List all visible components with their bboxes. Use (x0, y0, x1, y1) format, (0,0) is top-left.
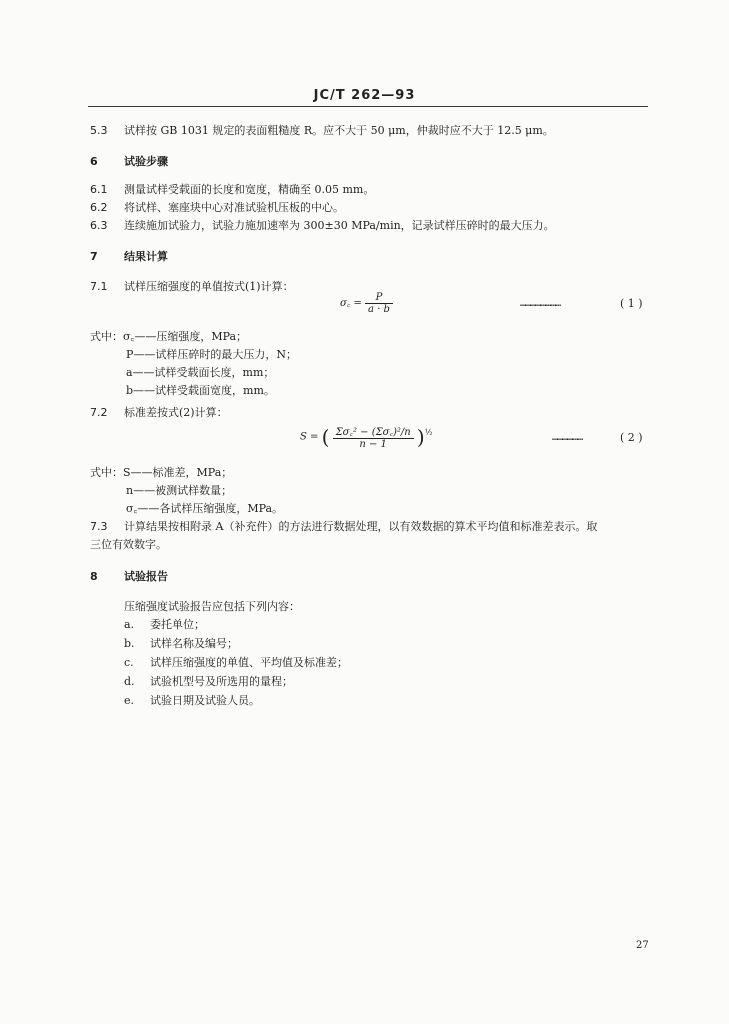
where-1-intro: 式中：σ꜀——压缩强度，MPa； (90, 330, 248, 343)
where-2-n: n——被测试样数量； (126, 484, 233, 497)
section-7-heading: 7 结果计算 (90, 250, 168, 263)
where-1-a: a——试样受载面长度，mm； (126, 366, 275, 379)
clause-7-3-continued: 三位有效数字。 (90, 538, 167, 551)
clause-5-3: 5.3 试样按 GB 1031 规定的表面粗糙度 R。应不大于 50 μm，仲裁时应不大于 12.5 μm。 (90, 124, 554, 137)
report-item: d. 试验机型号及所选用的量程； (124, 675, 293, 688)
standard-code-header: JC/T 262—93 (313, 88, 416, 103)
section-8-heading: 8 试验报告 (90, 570, 168, 583)
clause-6-3: 6.3 连续施加试验力，试验力施加速率为 300±30 MPa/min，记录试样压碎时的最大压力。 (90, 219, 555, 232)
report-item: e. 试验日期及试验人员。 (124, 694, 260, 707)
where-1-p: P——试样压碎时的最大压力，N； (126, 348, 298, 361)
header-rule (88, 106, 648, 107)
clause-7-1: 7.1 试样压缩强度的单值按式(1)计算： (90, 280, 294, 293)
clause-7-3: 7.3 计算结果按相附录 A（补充件）的方法进行数据处理，以有效数据的算术平均值和标准差表示。取 (90, 520, 598, 533)
where-1-b: b——试样受载面宽度，mm。 (126, 384, 275, 397)
section-6-heading: 6 试验步骤 (90, 155, 168, 168)
formula-2-fraction: $\frac{\text{Σσ꜀² − (Σσ꜀)²/n}}{n - 1}$ (333, 424, 414, 450)
clause-6-1: 6.1 测量试样受载面的长度和宽度，精确至 0.05 mm。 (90, 183, 375, 196)
formula-1: σ꜀ = $\frac{P}{a \cdot b}$ (340, 292, 393, 315)
formula-1-leader: …………………… (520, 298, 561, 309)
report-intro: 压缩强度试验报告应包括下列内容： (124, 600, 300, 613)
report-item: c. 试样压缩强度的单值、平均值及标准差； (124, 656, 348, 669)
report-item: b. 试样名称及编号； (124, 637, 238, 650)
page-number: 27 (636, 940, 649, 951)
where-2-sc: σ꜀——各试样压缩强度，MPa。 (126, 502, 284, 515)
where-2-intro: 式中：S——标准差，MPa； (90, 466, 233, 479)
clause-6-2: 6.2 将试样、塞座块中心对准试验机压板的中心。 (90, 201, 344, 214)
clause-7-2: 7.2 标准差按式(2)计算： (90, 406, 228, 419)
report-item: a. 委托单位； (124, 618, 205, 631)
formula-2-leader: ……………… (552, 432, 583, 443)
formula-1-number: ( 1 ) (620, 297, 643, 310)
formula-1-fraction: $\frac{P}{a \cdot b}$ (365, 292, 393, 315)
formula-2: S = ( $\frac{\text{Σσ꜀² − (Σσ꜀)²/n}}{n - 1}$ )$^{\frac{1}{2}}$ (300, 425, 433, 450)
formula-2-number: ( 2 ) (620, 431, 643, 444)
